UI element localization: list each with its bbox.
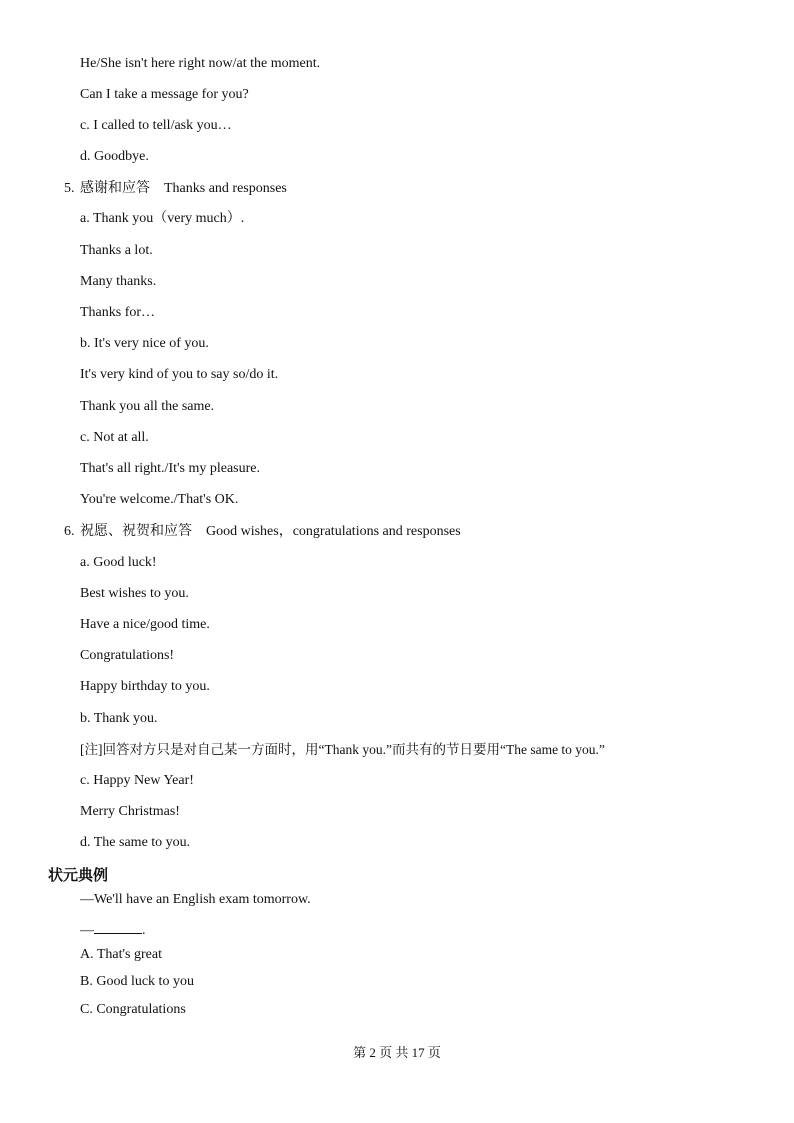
text-line: c. Not at all. <box>80 430 149 445</box>
section-title-zh: 祝愿、祝贺和应答 <box>80 523 192 539</box>
section-number: 5. <box>64 181 75 196</box>
text-line: b. Thank you. <box>80 711 158 726</box>
answer-period: . <box>142 923 146 938</box>
answer-blank <box>94 919 142 934</box>
text-line: Can I take a message for you? <box>80 87 249 102</box>
section-title-zh: 感谢和应答 <box>80 180 150 196</box>
text-line: Best wishes to you. <box>80 586 189 601</box>
example-heading: 状元典例 <box>48 866 109 884</box>
text-line: c. Happy New Year! <box>80 773 194 788</box>
text-line: You're welcome./That's OK. <box>80 492 239 507</box>
text-line: d. The same to you. <box>80 835 191 850</box>
note-line: [注]回答对方只是对自己某一方面时，用“Thank you.”而共有的节日要用“The same to you.” <box>80 742 605 757</box>
text-line: Have a nice/good time. <box>80 617 210 632</box>
page-footer: 第 2 页 共 17 页 <box>353 1045 441 1060</box>
example-question: —We'll have an English exam tomorrow. <box>80 892 311 907</box>
text-line: a. Thank you（very much）. <box>80 211 245 226</box>
section-title-en: Thanks and responses <box>164 181 287 196</box>
example-answer-blank <box>80 919 146 940</box>
text-line: He/She isn't here right now/at the moment. <box>80 56 321 71</box>
text-line: Thanks for… <box>80 305 156 320</box>
text-line: That's all right./It's my pleasure. <box>80 461 261 476</box>
text-line: It's very kind of you to say so/do it. <box>80 367 279 382</box>
text-line: Congratulations! <box>80 648 175 663</box>
option-b: B. Good luck to you <box>80 974 194 989</box>
text-line: Thanks a lot. <box>80 243 153 258</box>
text-line: d. Goodbye. <box>80 149 149 164</box>
section-title-en: Good wishes，congratulations and responses <box>206 524 461 539</box>
section-heading-6 <box>64 522 461 541</box>
text-line: Thank you all the same. <box>80 399 215 414</box>
section-heading-5 <box>64 179 287 198</box>
text-line: Merry Christmas! <box>80 804 180 819</box>
text-line: c. I called to tell/ask you… <box>80 118 232 133</box>
answer-dash: — <box>80 923 94 938</box>
option-c: C. Congratulations <box>80 1002 186 1017</box>
text-line: a. Good luck! <box>80 555 157 570</box>
text-line: Happy birthday to you. <box>80 679 210 694</box>
text-line: b. It's very nice of you. <box>80 336 209 351</box>
text-line: Many thanks. <box>80 274 157 289</box>
section-number: 6. <box>64 524 75 539</box>
option-a: A. That's great <box>80 947 162 962</box>
